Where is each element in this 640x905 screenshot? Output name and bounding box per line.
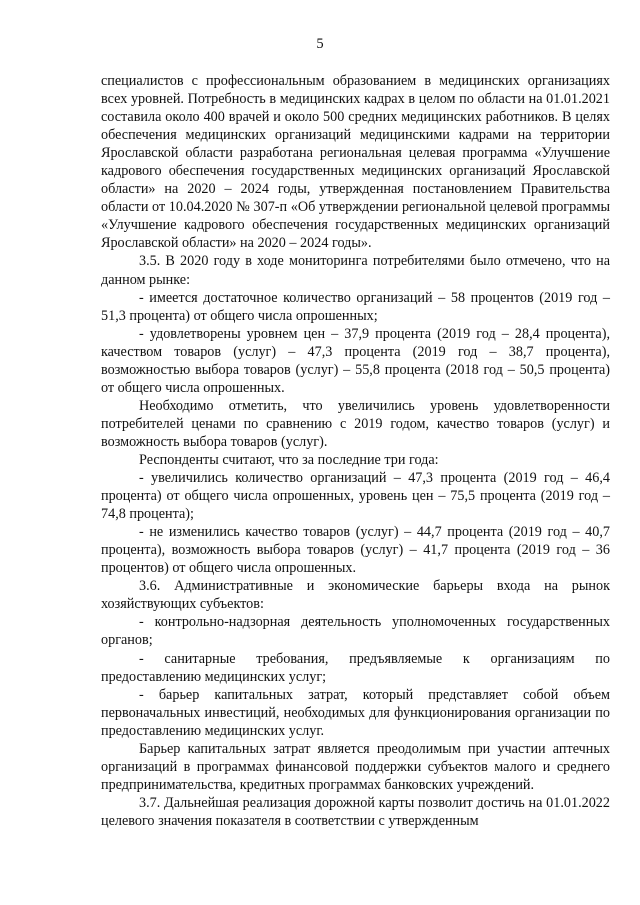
list-item: - не изменились качество товаров (услуг) – 44,7 процента (2019 год – 40,7 процента), возможность выбора товаров (услуг) – 41,7 процента (2019 год – 36 процентов) от общего числа опрошенных.: [101, 524, 610, 577]
page-number: 5: [316, 36, 324, 52]
list-item: - санитарные требования, предъявляемые к организациям по предоставлению медицинских услуг;: [101, 650, 610, 685]
list-item: - барьер капитальных затрат, который представляет собой объем первоначальных инвестиций, необходимых для функционирования организации по предоставлению медицинских услуг.: [101, 686, 610, 739]
list-item: - имеется достаточное количество организаций – 58 процентов (2019 год – 51,3 процента) от общего числа опрошенных;: [101, 289, 610, 324]
document-body: [101, 72, 610, 830]
list-item: - контрольно-надзорная деятельность уполномоченных государственных органов;: [101, 614, 610, 649]
paragraph: Респонденты считают, что за последние три года:: [139, 451, 439, 468]
paragraph: Барьер капитальных затрат является преодолимым при участии аптечных организаций в программах финансовой поддержки субъектов малого и среднего предпринимательства, кредитных программах банковских учреждений.: [101, 740, 610, 793]
list-item: - увеличились количество организаций – 47,3 процента (2019 год – 46,4 процента) от общего числа опрошенных, уровень цен – 75,5 процента (2019 год – 74,8 процента);: [101, 470, 610, 523]
paragraph: 3.7. Дальнейшая реализация дорожной карты позволит достичь на 01.01.2022 целевого значения показателя в соответствии с утвержденным: [101, 794, 610, 829]
paragraph: специалистов с профессиональным образованием в медицинских организациях всех уровней. Потребность в медицинских кадрах в целом по области на 01.01.2021 составила около 400 врачей и около 500 средних медицинских работников. В целях обеспечения медицинских организаций медицинскими кадрами на территории Ярославской области разработана региональная целевая программа «Улучшение кадрового обеспечения государственных медицинских организаций Ярославской области» на 2020 – 2024 годы, утвержденная постановлением Правительства области от 10.04.2020 № 307-п «Об утверждении региональной целевой программы «Улучшение кадрового обеспечения государственных медицинских организаций Ярославской области» на 2020 – 2024 годы».: [101, 73, 610, 252]
paragraph: Необходимо отметить, что увеличились уровень удовлетворенности потребителей ценами по сравнению с 2019 годом, качество товаров (услуг) и возможность выбора товаров (услуг).: [101, 397, 610, 450]
paragraph: 3.5. В 2020 году в ходе мониторинга потребителями было отмечено, что на данном рынке:: [101, 253, 610, 288]
list-item: - удовлетворены уровнем цен – 37,9 процента (2019 год – 28,4 процента), качеством товаров (услуг) – 47,3 процента (2019 год – 38,7 процента), возможностью выбора товаров (услуг) – 55,8 процента (2018 год – 50,5 процента) от общего числа опрошенных.: [101, 325, 610, 396]
paragraph: 3.6. Административные и экономические барьеры входа на рынок хозяйствующих субъектов:: [101, 578, 610, 613]
